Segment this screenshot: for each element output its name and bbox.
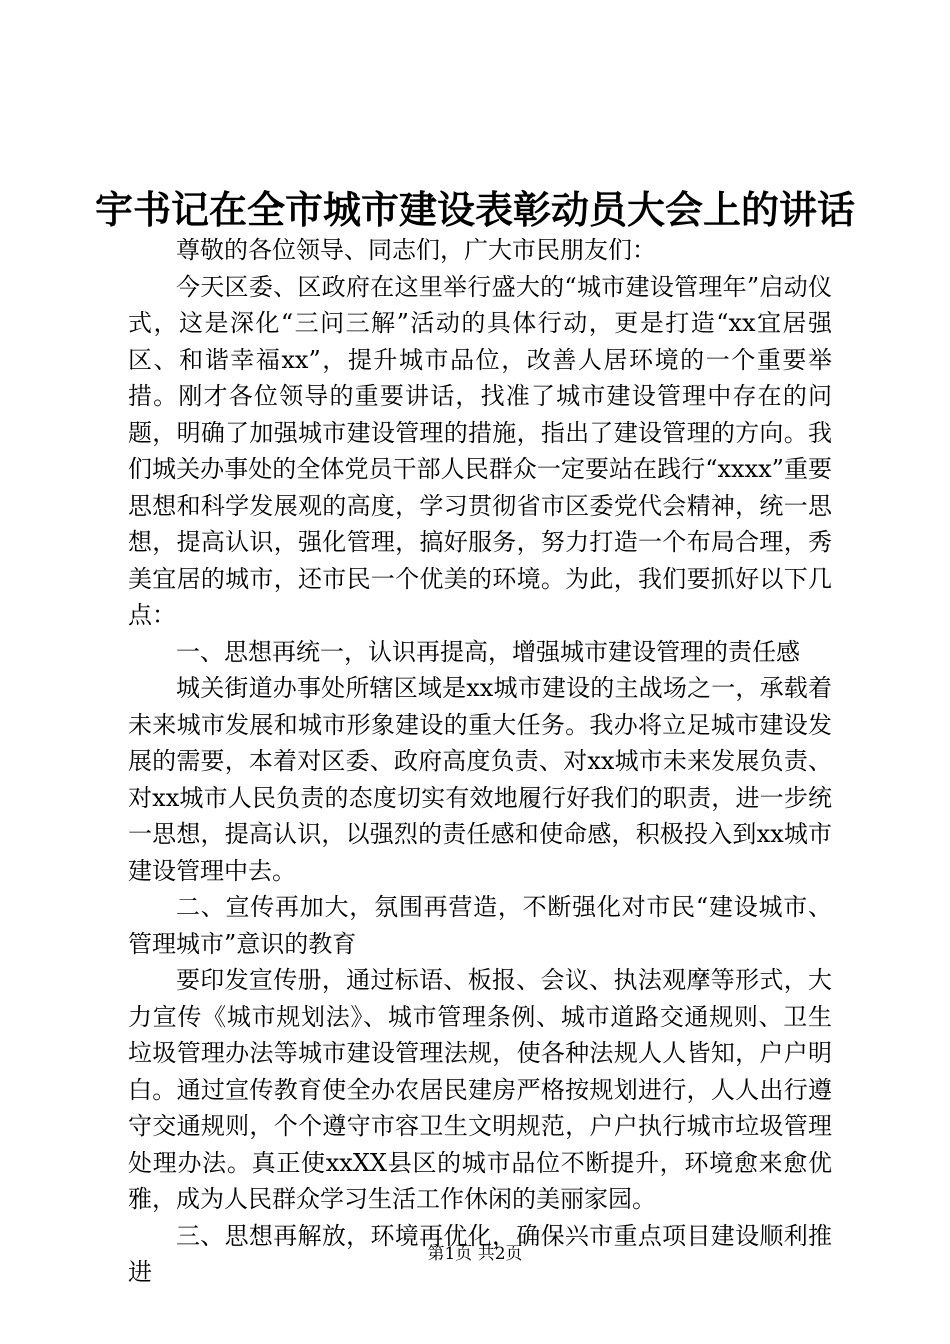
page-number-footer: 第1页 共2页 [427,1244,523,1264]
salutation-paragraph: 尊敬的各位领导、同志们，广大市民朋友们： [176,236,656,264]
section-heading-2: 二、宣传再加大，氛围再营造，不断强化对市民“建设城市、管理城市”意识的教育 [128,893,832,958]
body-paragraph: 今天区委、区政府在这里举行盛大的“城市建设管理年”启动仪式，这是深化“三问三解”活动的具体行动，更是打造“xx宜居强区、和谐幸福xx”，提升城市品位，改善人居环境的一个重要举措。刚才各位领导的重要讲话，找准了城市建设管理中存在的问题，明确了加强城市建设管理的措施，指出了建设管理的方向。我们城关办事处的全体党员干部人民群众一定要站在践行“xxxx”重要思想和科学发展观的高度，学习贯彻省市区委党代会精神，统一思想，提高认识，强化管理，搞好服务，努力打造一个布局合理，秀美宜居的城市，还市民一个优美的环境。为此，我们要抓好以下几点： [128,272,832,629]
document-title: 宇书记在全市城市建设表彰动员大会上的讲话 [94,187,855,232]
section-heading-3: 三、思想再解放，环境再优化，确保兴市重点项目建设顺利推进 [128,1221,832,1286]
body-paragraph: 城关街道办事处所辖区域是xx城市建设的主战场之一，承载着未来城市发展和城市形象建设的重大任务。我办将立足城市建设发展的需要，本着对区委、政府高度负责、对xx城市未来发展负责、对xx城市人民负责的态度切实有效地履行好我们的职责，进一步统一思想，提高认识，以强烈的责任感和使命感，积极投入到xx城市建设管理中去。 [128,674,832,885]
document-body [128,232,832,1291]
body-paragraph: 要印发宣传册，通过标语、板报、会议、执法观摩等形式，大力宣传《城市规划法》、城市管理条例、城市道路交通规则、卫生垃圾管理办法等城市建设管理法规，使各种法规人人皆知，户户明白。通过宣传教育使全办农居民建房严格按规划进行，人人出行遵守交通规则，个个遵守市容卫生文明规范，户户执行城市垃圾管理处理办法。真正使xxXX县区的城市品位不断提升，环境愈来愈优雅，成为人民群众学习生活工作休闲的美丽家园。 [128,966,832,1213]
section-heading-1: 一、思想再统一，认识再提高，增强城市建设管理的责任感 [176,637,800,666]
